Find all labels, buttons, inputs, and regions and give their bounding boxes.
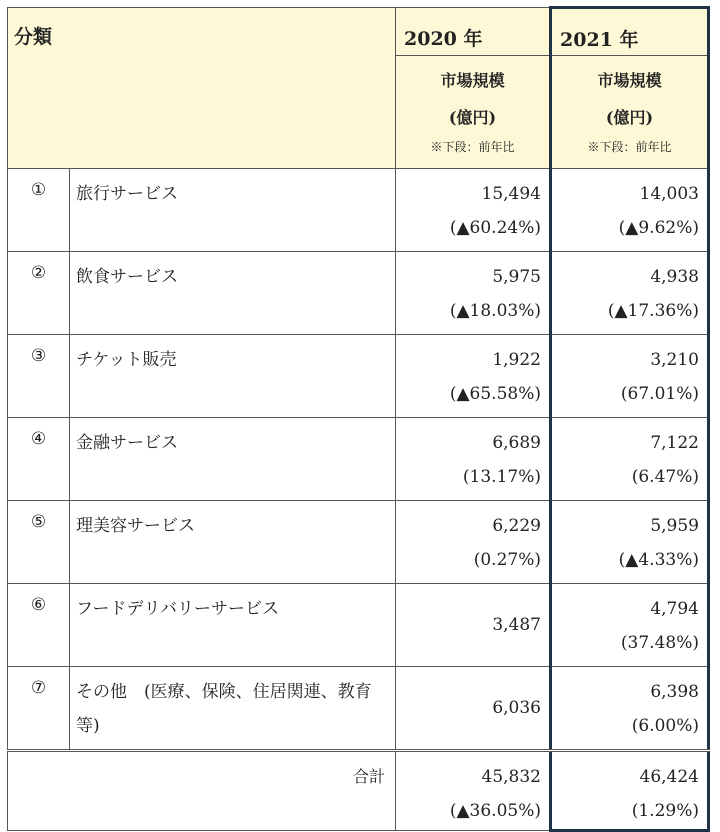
table-row [8, 252, 709, 335]
value: 46,424 [639, 767, 699, 787]
value: 5,975 [492, 267, 541, 287]
table-row [8, 584, 709, 667]
value-2021 [551, 169, 709, 252]
value: 3,487 [492, 615, 541, 635]
value-2020 [396, 252, 551, 335]
change: (6.00%) [631, 716, 699, 736]
total-label: 合計 [8, 751, 396, 831]
row-name-text: 旅行サービス [76, 184, 178, 204]
row-number: ⑦ [8, 667, 70, 751]
value-2020 [396, 169, 551, 252]
value: 45,832 [481, 767, 541, 787]
row-name-text: その他 (医療、保険、住居関連、教育等) [76, 682, 372, 736]
year-2020-header: 2020 年 [396, 8, 551, 56]
row-number: ⑥ [8, 584, 70, 667]
year-2021-header: 2021 年 [551, 8, 709, 56]
row-name [70, 584, 396, 667]
change: (1.29%) [631, 801, 699, 821]
row-name-text: 飲食サービス [76, 267, 178, 287]
value: 3,210 [650, 350, 699, 370]
value: 6,398 [650, 682, 699, 702]
table-row [8, 667, 709, 751]
row-number: ⑤ [8, 501, 70, 584]
value-2020 [396, 667, 551, 751]
row-name [70, 501, 396, 584]
value: 6,036 [492, 698, 541, 718]
row-number: ④ [8, 418, 70, 501]
change: (0.27%) [473, 550, 541, 570]
row-number: ① [8, 169, 70, 252]
value-2021 [551, 584, 709, 667]
value: 1,922 [492, 350, 541, 370]
value: 5,959 [650, 516, 699, 536]
value: 6,689 [492, 433, 541, 453]
row-name-text: チケット販売 [76, 350, 177, 370]
change: (▲9.62%) [618, 218, 699, 238]
change: (▲18.03%) [449, 301, 541, 321]
value-2021 [551, 667, 709, 751]
table-row [8, 335, 709, 418]
value-2021 [551, 252, 709, 335]
value-2020 [396, 584, 551, 667]
note-label: ※下段：前年比 [587, 140, 672, 155]
change: (▲4.33%) [618, 550, 699, 570]
change: (13.17%) [462, 467, 541, 487]
total-2021 [551, 751, 709, 831]
change: (▲60.24%) [449, 218, 541, 238]
table-row [8, 418, 709, 501]
value: 7,122 [650, 433, 699, 453]
value: 14,003 [639, 184, 699, 204]
row-number: ③ [8, 335, 70, 418]
header-row [8, 8, 709, 56]
value-2021 [551, 335, 709, 418]
row-name-text: 理美容サービス [76, 516, 195, 536]
subheader-2021 [551, 56, 709, 169]
total-row [8, 751, 709, 831]
table-row [8, 501, 709, 584]
row-name [70, 335, 396, 418]
category-header: 分類 [8, 8, 396, 169]
row-name [70, 667, 396, 751]
market-size-label: 市場規模 [597, 71, 662, 91]
subheader-2020 [396, 56, 551, 169]
row-name [70, 169, 396, 252]
total-2020 [396, 751, 551, 831]
row-name-text: フードデリバリーサービス [76, 599, 279, 619]
change: (67.01%) [620, 384, 699, 404]
unit-label: (億円) [448, 108, 497, 128]
row-name-text: 金融サービス [76, 433, 178, 453]
value: 4,938 [650, 267, 699, 287]
note-label: ※下段：前年比 [430, 140, 515, 155]
market-size-label: 市場規模 [440, 71, 505, 91]
row-number: ② [8, 252, 70, 335]
value-2021 [551, 418, 709, 501]
change: (6.47%) [631, 467, 699, 487]
change: (37.48%) [620, 633, 699, 653]
change: (▲36.05%) [449, 801, 541, 821]
value: 6,229 [492, 516, 541, 536]
row-name [70, 252, 396, 335]
market-size-table [7, 6, 710, 832]
value-2020 [396, 501, 551, 584]
value-2020 [396, 335, 551, 418]
row-name [70, 418, 396, 501]
value: 4,794 [650, 599, 699, 619]
unit-label: (億円) [605, 108, 654, 128]
value: 15,494 [481, 184, 541, 204]
value-2021 [551, 501, 709, 584]
change: (▲17.36%) [607, 301, 699, 321]
value-2020 [396, 418, 551, 501]
table-row [8, 169, 709, 252]
change: (▲65.58%) [449, 384, 541, 404]
